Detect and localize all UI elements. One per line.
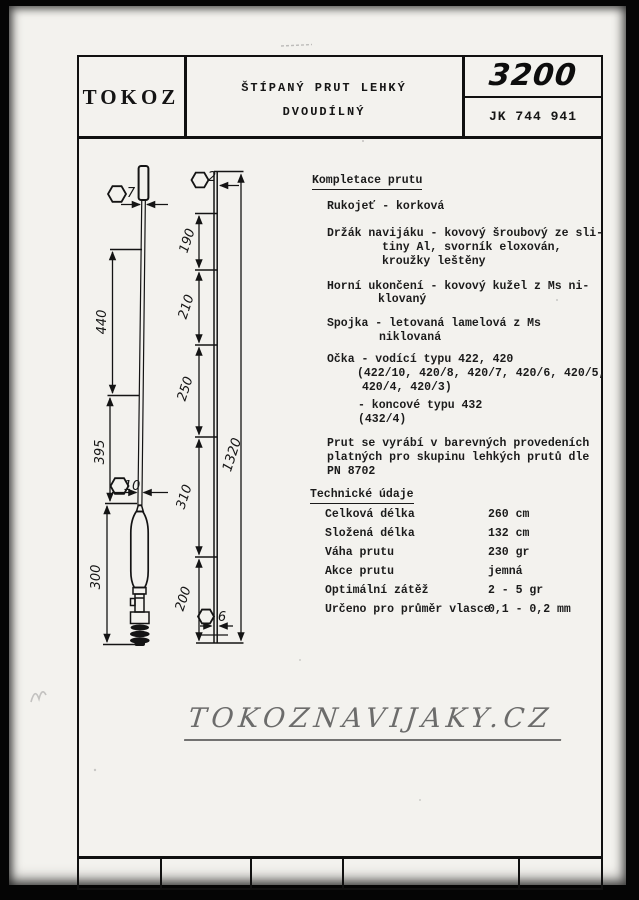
tech-label: Celková délka (325, 508, 415, 521)
tech-label: Akce prutu (325, 565, 395, 578)
spec-line: tiny Al, svorník eloxován, (382, 241, 562, 254)
spec-line: Očka - vodící typu 422, 420 (327, 353, 514, 366)
spec-line: Rukojeť - korková (327, 200, 445, 213)
tech-value: 2 - 5 gr (488, 584, 544, 597)
total-length-label: 1320 (219, 435, 246, 474)
tech-value: 230 gr (488, 546, 530, 559)
reel-seat-ring (130, 631, 150, 637)
spec-line: (422/10, 420/8, 420/7, 420/6, 420/5, (357, 367, 606, 380)
tech-value: 132 cm (488, 527, 530, 540)
segment-label-190: 190 (176, 226, 199, 256)
spec-line: Prut se vyrábí v barevných provedeních (327, 437, 590, 450)
dim-label-440: 440 (95, 309, 110, 335)
tech-label: Váha prutu (325, 546, 395, 559)
spec-line: PN 8702 (327, 465, 376, 478)
butt-cap (135, 642, 146, 647)
folded-tip-diameter-label: 2 (207, 170, 217, 185)
spec-line: - koncové typu 432 (358, 399, 483, 412)
cork-handle (130, 506, 150, 647)
rod-blank (138, 200, 145, 505)
tech-value: jemná (488, 565, 523, 578)
tech-value: 260 cm (488, 508, 530, 521)
spec-line: 420/4, 420/3) (362, 381, 452, 394)
rod-side-view (89, 166, 168, 646)
scan-smudge (31, 692, 46, 702)
segment-label-250: 250 (174, 374, 197, 404)
dim-label-395: 395 (93, 439, 108, 465)
scan-smudge (281, 45, 312, 47)
spec-line: platných pro skupinu lehkých prutů dle (327, 451, 590, 464)
watermark-tokoznavijaky: TOKOZNAVIJAKY.CZ (184, 703, 565, 741)
hex-diameter-symbol (192, 173, 209, 188)
tech-value: 0,1 - 0,2 mm (488, 603, 571, 616)
joint-diameter-label: 10 (123, 479, 141, 494)
rod-folded-diagram (173, 170, 245, 643)
segment-label-210: 210 (175, 292, 198, 322)
tip-diameter-label: 7 (126, 186, 136, 201)
spec-line: (432/4) (358, 413, 407, 426)
tech-label: Určeno pro průměr vlasce (325, 603, 491, 616)
tech-label: Složená délka (325, 527, 415, 540)
tech-section-heading: Technické údaje (310, 488, 414, 501)
drawing-title-line2: DVOUDÍLNÝ (282, 105, 366, 119)
brand-logo-text: TOKOZ (82, 85, 180, 109)
segment-label-200: 200 (172, 584, 195, 614)
spec-line: Spojka - letovaná lamelová z Ms (327, 317, 541, 330)
spec-line: klovaný (378, 293, 427, 306)
spec-line: niklovaná (379, 331, 442, 344)
tech-label: Optimální zátěž (325, 584, 429, 597)
spec-section-heading: Kompletace prutu (312, 174, 422, 187)
catalog-number: JK 744 941 (488, 109, 577, 124)
reel-seat-ring (131, 625, 149, 631)
spec-line: Horní ukončení - kovový kužel z Ms ni- (327, 280, 590, 293)
drawing-title-line1: ŠTÍPANÝ PRUT LEHKÝ (241, 81, 407, 95)
segment-label-310: 310 (173, 482, 196, 512)
model-number: 3200 (487, 58, 579, 93)
dim-label-300: 300 (89, 564, 104, 590)
spec-line: Držák navijáku - kovový šroubový ze sli- (327, 227, 604, 240)
hex-diameter-symbol (108, 186, 126, 202)
spec-line: kroužky leštěny (382, 255, 486, 268)
butt-diameter-label: 6 (217, 610, 227, 625)
hex-diameter-symbol (198, 610, 214, 624)
rod-tip-plug (139, 166, 149, 200)
